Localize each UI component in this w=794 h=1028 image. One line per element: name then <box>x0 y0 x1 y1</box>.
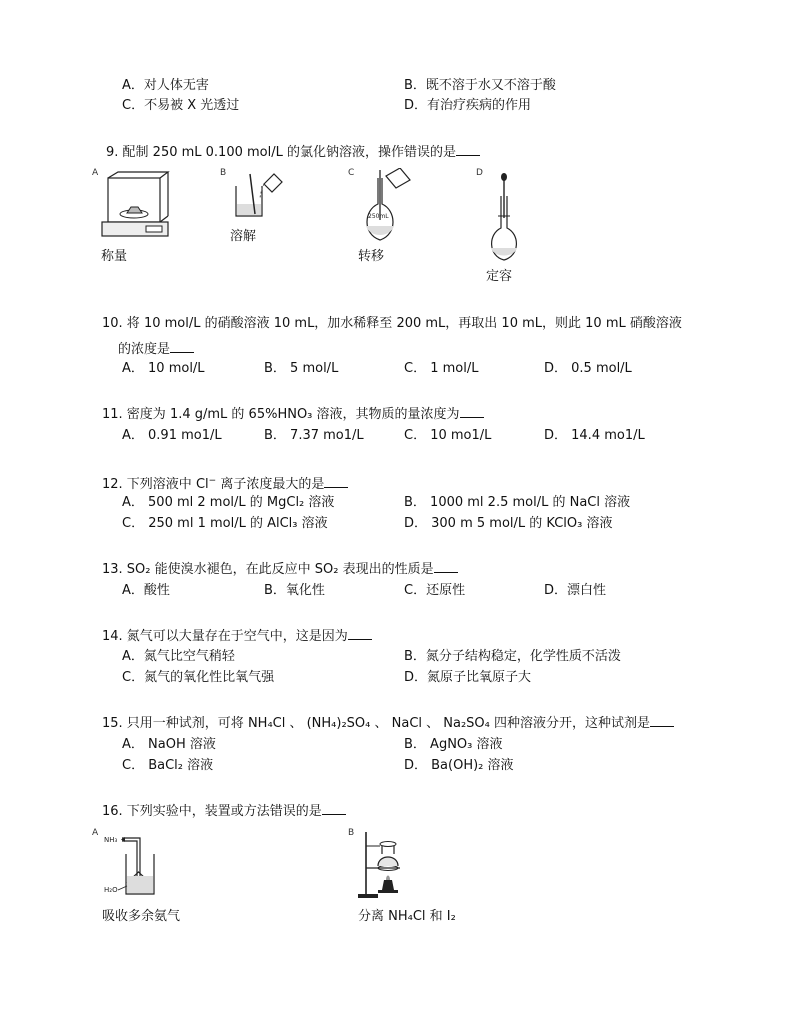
q10-option-c: C． 1 mol/L <box>404 361 479 376</box>
q10-stem-line1: 10. 将 10 mol/L 的硝酸溶液 10 mL，加水稀释至 200 mL，再取出 10 mL，则此 10 mL 硝酸溶液 <box>102 316 682 331</box>
answer-blank <box>322 802 346 815</box>
q8-option-d: D．有治疗疾病的作用 <box>404 98 532 113</box>
q10-option-b: B． 5 mol/L <box>264 361 339 376</box>
q9-stem: 9. 配制 250 mL 0.100 mol/L 的氯化钠溶液，操作错误的是 <box>106 143 480 162</box>
q8-option-b: B．既不溶于水又不溶于酸 <box>404 78 556 93</box>
q12-option-b: B． 1000 ml 2.5 mol/L 的 NaCl 溶液 <box>404 495 631 510</box>
q13-stem: 13. SO₂ 能使溴水褪色，在此反应中 SO₂ 表现出的性质是 <box>102 560 458 579</box>
q16-figure-b-corner: B <box>348 828 355 838</box>
q10-option-a: A． 10 mol/L <box>122 361 205 376</box>
ammonia-absorption-figure <box>102 832 166 896</box>
q15-option-a: A． NaOH 溶液 <box>122 737 216 752</box>
q12-stem: 12. 下列溶液中 Cl− 离子浓度最大的是 <box>102 472 348 494</box>
q9-figure-c-corner: C <box>348 168 355 178</box>
q14-stem: 14. 氮气可以大量存在于空气中，这是因为 <box>102 627 372 646</box>
answer-blank <box>170 340 194 353</box>
q11-option-d: D． 14.4 mo1/L <box>544 428 645 443</box>
q13-option-a: A．酸性 <box>122 583 170 598</box>
volumetric-flask-transfer-figure <box>356 168 412 244</box>
q16-stem: 16. 下列实验中，装置或方法错误的是 <box>102 802 346 821</box>
q13-option-b: B．氧化性 <box>264 583 325 598</box>
answer-blank <box>456 143 480 156</box>
q15-stem: 15. 只用一种试剂，可将 NH₄Cl 、 (NH₄)₂SO₄ 、 NaCl 、 Na₂SO₄ 四种溶液分开，这种试剂是 <box>102 714 674 733</box>
q11-stem: 11. 密度为 1.4 g/mL 的 65%HNO₃ 溶液，其物质的量浓度为 <box>102 405 484 424</box>
q14-option-d: D．氮原子比氧原子大 <box>404 670 532 685</box>
answer-blank <box>650 714 674 727</box>
q9-figure-c-label: 转移 <box>358 249 385 264</box>
balance-figure <box>100 170 170 242</box>
q12-option-a: A． 500 ml 2 mol/L 的 MgCl₂ 溶液 <box>122 495 335 510</box>
answer-blank <box>348 627 372 640</box>
answer-blank <box>434 560 458 573</box>
q12-option-c: C． 250 ml 1 mol/L 的 AlCl₃ 溶液 <box>122 516 328 531</box>
h2o-liquid-label: H₂O <box>104 886 118 894</box>
q11-option-b: B． 7.37 mo1/L <box>264 428 364 443</box>
q8-option-a: A．对人体无害 <box>122 78 209 93</box>
beaker-dissolve-figure <box>228 170 284 222</box>
q14-option-b: B．氮分子结构稳定，化学性质不活泼 <box>404 649 621 664</box>
volumetric-flask-dropper-figure <box>484 172 524 262</box>
q15-option-c: C． BaCl₂ 溶液 <box>122 758 214 773</box>
q14-option-a: A．氮气比空气稍轻 <box>122 649 235 664</box>
sublimation-apparatus-figure <box>356 828 414 900</box>
q16-figure-a-corner: A <box>92 828 99 838</box>
answer-blank <box>324 475 348 488</box>
flask-volume-mark: 250mL <box>368 213 389 220</box>
q9-figure-a-corner: A <box>92 168 99 178</box>
q11-option-a: A． 0.91 mo1/L <box>122 428 222 443</box>
q9-figure-d-corner: D <box>476 168 483 178</box>
q14-option-c: C．氮气的氧化性比氧气强 <box>122 670 275 685</box>
q16-figure-a-label: 吸收多余氨气 <box>102 909 181 924</box>
q9-figure-d-label: 定容 <box>486 269 513 284</box>
q9-figure-a-label: 称量 <box>101 249 128 264</box>
q12-option-d: D． 300 m 5 mol/L 的 KClO₃ 溶液 <box>404 516 613 531</box>
q11-option-c: C． 10 mo1/L <box>404 428 492 443</box>
q10-stem-line2: 的浓度是 <box>118 340 194 359</box>
q10-option-d: D． 0.5 mol/L <box>544 361 632 376</box>
q9-figure-b-label: 溶解 <box>230 229 257 244</box>
q15-option-b: B． AgNO₃ 溶液 <box>404 737 503 752</box>
nh3-gas-label: NH₃ <box>104 836 118 844</box>
q16-figure-b-label: 分离 NH₄Cl 和 I₂ <box>358 909 456 924</box>
answer-blank <box>460 405 484 418</box>
q9-figure-b-corner: B <box>220 168 227 178</box>
q15-option-d: D． Ba(OH)₂ 溶液 <box>404 758 514 773</box>
q8-option-c: C．不易被 X 光透过 <box>122 98 240 113</box>
q13-option-c: C．还原性 <box>404 583 466 598</box>
q13-option-d: D．漂白性 <box>544 583 607 598</box>
